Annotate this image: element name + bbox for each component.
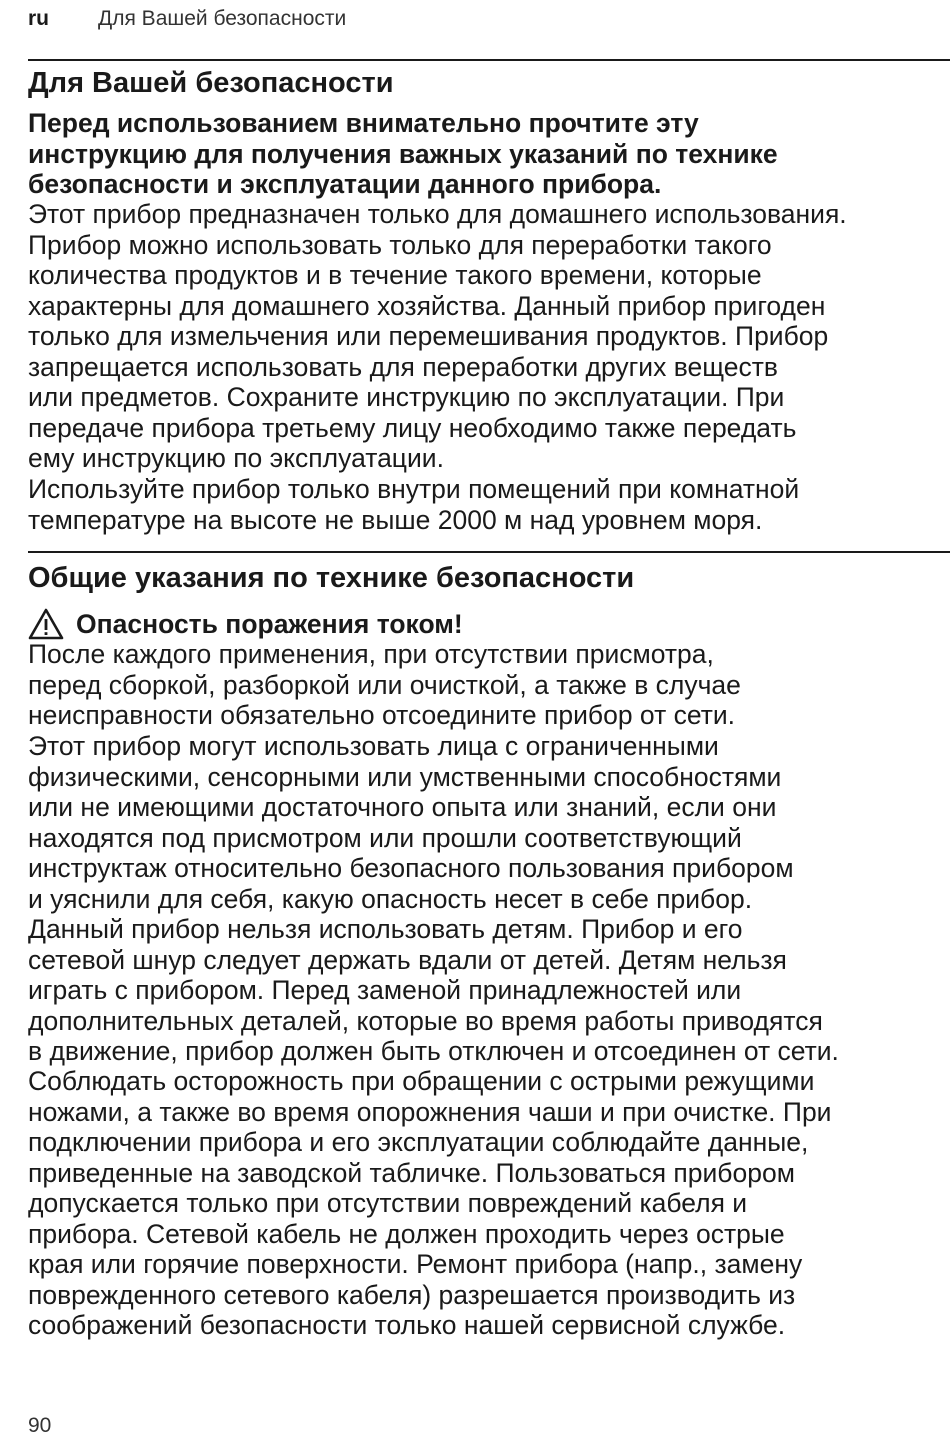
body-paragraph: Этот прибор могут использовать лица с ограниченными физическими, сенсорными или умственными способностями или не имеющими достаточного опыта или знаний, если они находятся под присмотром или прошли соответствующий инструктаж относительно безопасного пользования прибором и уяснили для себя, какую опасность несет в себе прибор. [28,731,794,914]
body-paragraph: Используйте прибор только внутри помещений при комнатной температуре на высоте не выше 2000 м над уровнем моря. [28,474,800,535]
body-paragraph: После каждого применения, при отсутствии присмотра, перед сборкой, разборкой или очисткой, а также в случае неисправности обязательно отсоедините прибор от сети. [28,639,741,730]
intro-paragraph: Перед использованием внимательно прочтите эту инструкцию для получения важных указаний по технике безопасности и эксплуатации данного прибора. [28,108,778,199]
page-header [28,6,346,32]
body-paragraph: Соблюдать осторожность при обращении с острыми режущими ножами, а также во время опорожнения чаши и при очистке. При подключении прибора и его эксплуатации соблюдайте данные, приведенные на заводской табличке. Пользоваться прибором допускается только при отсутствии повреждений кабеля и прибора. Сетевой кабель не должен проходить через острые края или горячие поверхности. Ремонт прибора (напр., замену поврежденного сетевого кабеля) разрешается производить из соображений безопасности только нашей сервисной службе. [28,1066,832,1340]
body-paragraph: Этот прибор предназначен только для домашнего использования. Прибор можно использовать только для переработки такого количества продуктов и в течение такого времени, которые характерны для домашнего хозяйства. Данный прибор пригоден только для измельчения или перемешивания продуктов. Прибор запрещается использовать для переработки других веществ или предметов. Сохраните инструкцию по эксплуатации. При передаче прибора третьему лицу необходимо также передать ему инструкцию по эксплуатации. [28,199,847,473]
language-code: ru [28,7,49,30]
header-section-title: Для Вашей безопасности [98,7,347,30]
warning-heading [28,608,463,640]
section-divider [28,59,950,61]
body-paragraph: Данный прибор нельзя использовать детям. Прибор и его сетевой шнур следует держать вдали от детей. Детям нельзя играть с прибором. Перед заменой принадлежностей или дополнительных деталей, которые во время работы приводятся в движение, прибор должен быть отключен и отсоединен от сети. [28,914,839,1066]
section-divider [28,551,950,553]
page-number: 90 [28,1414,52,1437]
section-title: Для Вашей безопасности [28,67,394,99]
warning-text: Опасность поражения током! [76,608,463,639]
warning-triangle-icon [28,608,64,640]
section-title: Общие указания по технике безопасности [28,562,635,594]
